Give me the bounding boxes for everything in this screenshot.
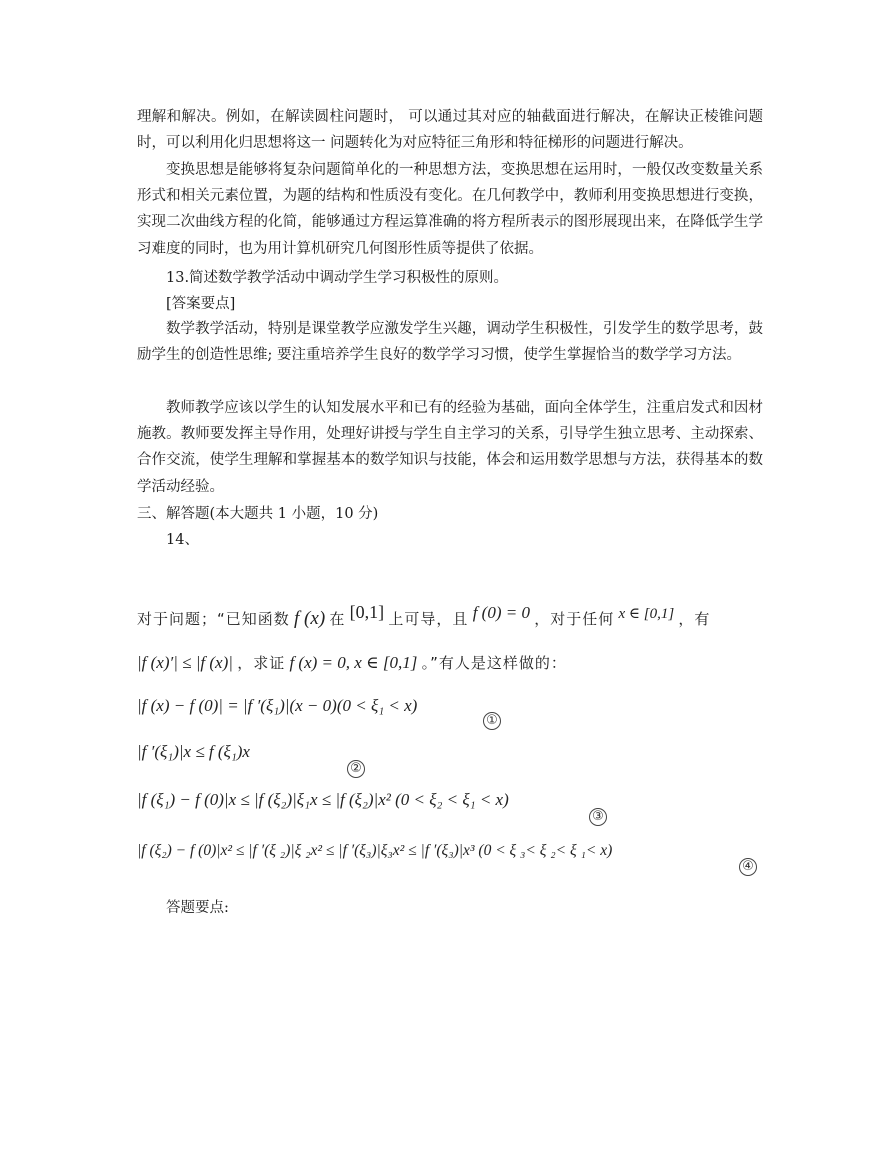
proof-step-4: |f (ξ₂) − f (0)|x² ≤ |f ′(ξ ₂)|ξ ₂x² ≤ |f ′(ξ₃)|ξ₃x² ≤ |f ′(ξ₃)|x³ (0 < ξ ₃< ξ ₂< ξ ₁< x) — [137, 842, 613, 859]
step-marker-1: ① — [483, 712, 501, 730]
proof-step-1: |f (x) − f (0)| = |f ′(ξ₁)|(x − 0)(0 < ξ₁ < x) — [137, 696, 418, 715]
paragraph-reduction-thought: 理解和解决。例如，在解读圆柱问题时， 可以通过其对应的轴截面进行解决，在解诀正棱锥问题时，可以利用化归思想将这一 问题转化为对应特征三角形和特征梯形的问题进行解决。 — [137, 109, 763, 152]
step-marker-2: ② — [347, 760, 365, 778]
question-14: 14、 — [166, 532, 199, 548]
problem-line-1: 对于问题；“已知函数 f (x) 在 [0,1] 上可导，且 f (0) = 0 ，对于任何 x ∈ [0,1] ，有 — [137, 602, 711, 629]
answer-points-label: 答题要点: — [166, 900, 229, 916]
answer-key-label: [答案要点] — [166, 296, 236, 312]
paragraph-transformation-thought: 变换思想是能够将复杂问题简单化的一种思想方法，变换思想在运用时，一般仅改变数量关系形式和相关元素位置，为题的结构和性质没有变化。在几何教学中，教师利用变换思想进行变换，实现二次曲线方程的化简，能够通过方程运算准确的将方程所表示的图形展现出来，在降低学生学习难度的同时，也为用计算机研究几何图形性质等提供了依据。 — [137, 162, 763, 257]
paragraph-answer-2: 教师教学应该以学生的认知发展水平和已有的经验为基础，面向全体学生，注重启发式和因材施教。教师要发挥主导作用，处理好讲授与学生自主学习的关系，引导学生独立思考、主动探索、合作交流，使学生理解和掌握基本的数学知识与技能，体会和运用数学思想与方法，获得基本的数学活动经验。 — [137, 400, 763, 495]
proof-step-2: |f ′(ξ₁)|x ≤ f (ξ₁)x — [137, 742, 250, 761]
paragraph-answer-1: 数学教学活动，特别是课堂教学应激发学生兴趣，调动学生积极性，引发学生的数学思考，鼓励学生的创造性思维; 要注重培养学生良好的数学学习习惯，使学生掌握恰当的数学学习方法。 — [137, 321, 763, 364]
section-heading-3: 三、解答题(本大题共 1 小题，10 分) — [137, 506, 379, 522]
question-13: 13.简述数学教学活动中调动学生学习积极性的原则。 — [166, 270, 509, 286]
problem-formula-image — [137, 590, 767, 890]
proof-step-3: |f (ξ₁) − f (0)|x ≤ |f (ξ₂)|ξ₁x ≤ |f (ξ₂)|x² (0 < ξ₂ < ξ₁ < x) — [137, 790, 509, 809]
problem-line-2: |f (x)′| ≤ |f (x)| ，求证 f (x) = 0, x ∈ [0,1] 。”有人是这样做的： — [137, 653, 567, 672]
step-marker-4: ④ — [739, 858, 757, 876]
step-marker-3: ③ — [589, 808, 607, 826]
